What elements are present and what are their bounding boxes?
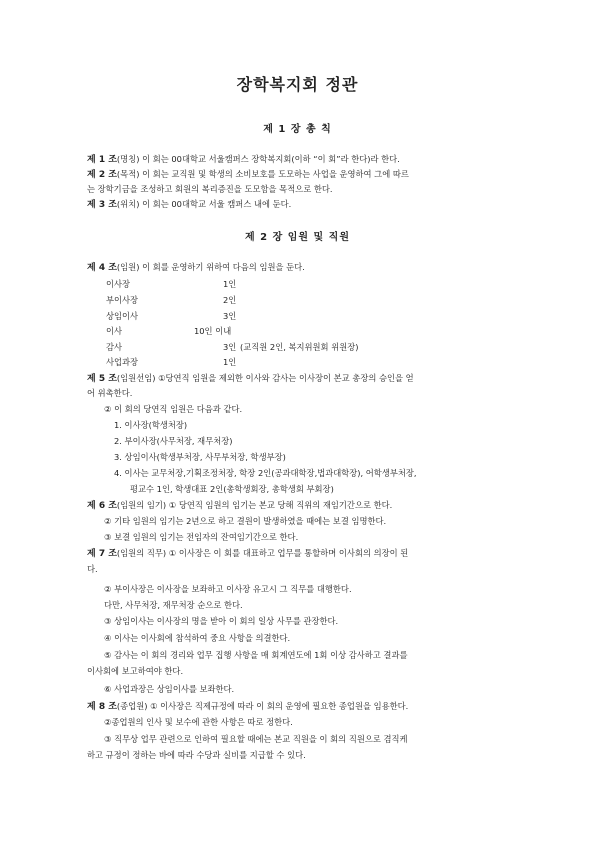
article-5-item-4b: 평교수 1인, 학생대표 2인(총학생회장, 총학생회 부회장) [130,484,334,494]
article-6-line-1: (임원의 임기) ① 당연직 임원의 임기는 본교 당해 직위의 재임기간으로 한다. [116,500,393,510]
article-1 [87,153,400,166]
document-title: 장학복지회 정관 [236,75,359,94]
article-7-line-5: ③ 상임이사는 이사장의 명을 받아 이 회의 일상 사무를 관장한다. [104,616,339,626]
article-5-item-2: 2. 부이사장(사무처장, 재무처장) [114,436,233,446]
article-5-item-3: 3. 상임이사(학생부처장, 사무부처장, 학생부장) [114,452,286,462]
article-2-text-1: (목적) 이 회는 교직원 및 학생의 소비보호를 도모하는 사업을 운영하여 그에 따르 [116,169,409,179]
article-5 [87,372,414,385]
officer-role: 상임이사 [106,311,139,321]
article-2 [87,168,409,181]
article-8 [87,700,408,713]
article-5-line-2: 어 위촉한다. [87,388,133,398]
article-7-line-3: ② 부이사장은 이사장을 보좌하고 이사장 유고시 그 직무를 대행한다. [104,584,352,594]
officer-count: 3인 [223,311,237,321]
article-7 [87,547,408,560]
officer-count: 3인 [223,342,237,352]
article-1-text: (명칭) 이 회는 00대학교 서울캠퍼스 장학복지회(이하 “이 회”라 한다)라 한다. [116,154,400,164]
officer-role: 이사 [106,326,123,336]
officer-role: 감사 [106,342,123,352]
article-7-line-4: 다만, 사무처장, 재무처장 순으로 한다. [104,600,243,610]
officer-note: (교직원 2인, 복지위원회 위원장) [240,342,359,352]
officer-role: 이사장 [106,279,131,289]
article-5-item-1: 1. 이사장(학생처장) [114,420,188,430]
article-8-line-3: ③ 직무상 업무 관련으로 인하여 필요할 때에는 본교 직원을 이 회의 직원으로 겸직케 [104,734,408,744]
article-1-number: 제 1 조 [87,155,117,165]
article-7-line-9: ⑥ 사업과장은 상임이사를 보좌한다. [104,684,235,694]
officer-count: 2인 [223,295,237,305]
officer-count: 1인 [223,279,237,289]
article-8-line-2: ②종업원의 인사 및 보수에 관한 사항은 따로 정한다. [104,717,293,727]
article-8-number: 제 8 조 [87,702,117,712]
officer-count: 10인 이내 [194,326,232,336]
article-7-line-7: ⑤ 감사는 이 회의 경리와 업무 집행 사항을 매 회계연도에 1회 이상 감사하고 결과를 [104,650,408,660]
article-6-line-3: ③ 보결 임원의 임기는 전임자의 잔여임기간으로 한다. [104,532,299,542]
article-4 [87,261,305,274]
article-5-line-3: ② 이 회의 당연직 임원은 다음과 같다. [104,404,243,414]
article-5-number: 제 5 조 [87,374,117,384]
article-5-item-4a: 4. 이사는 교무처장,기획조정처장, 학장 2인(공과대학장,법과대학장), 어학생부처장, [114,468,417,478]
article-7-line-8: 이사회에 보고하여야 한다. [87,666,184,676]
article-6-number: 제 6 조 [87,501,117,511]
article-7-line-6: ④ 이사는 이사회에 참석하여 중요 사항을 의결한다. [104,633,291,643]
article-6 [87,499,392,512]
article-2-text-2: 는 장학기금을 조성하고 회원의 복리증진을 도모함을 목적으로 한다. [87,184,333,194]
article-5-line-1: (임원선임) ①당연직 임원을 제외한 이사와 감사는 이사장이 본교 총장의 승인을 얻 [116,373,414,383]
officer-role: 사업과장 [106,357,139,367]
article-4-text: (임원) 이 회를 운영하기 위하여 다음의 임원을 둔다. [116,262,305,272]
article-3-number: 제 3 조 [87,200,117,210]
article-4-number: 제 4 조 [87,263,117,273]
chapter-1-heading: 제 1 장 총 칙 [263,124,332,135]
article-8-line-4: 하고 규정이 정하는 바에 따라 수당과 실비를 지급할 수 있다. [87,750,306,760]
article-7-number: 제 7 조 [87,549,117,559]
article-2-number: 제 2 조 [87,170,117,180]
officer-count: 1인 [223,357,237,367]
article-7-line-2: 다. [87,564,98,574]
chapter-2-heading: 제 2 장 임원 및 직원 [245,232,350,243]
article-3 [87,198,291,211]
article-7-line-1: (임원의 직무) ① 이사장은 이 회를 대표하고 업무를 통할하며 이사회의 의장이 된 [116,548,409,558]
officer-role: 부이사장 [106,295,139,305]
article-6-line-2: ② 기타 임원의 임기는 2년으로 하고 결원이 발생하였을 때에는 보결 임명한다. [104,516,387,526]
article-3-text: (위치) 이 회는 00대학교 서울 캠퍼스 내에 둔다. [116,199,292,209]
article-8-line-1: (종업원) ① 이사장은 직제규정에 따라 이 회의 운영에 필요한 종업원을 임용한다. [116,701,409,711]
